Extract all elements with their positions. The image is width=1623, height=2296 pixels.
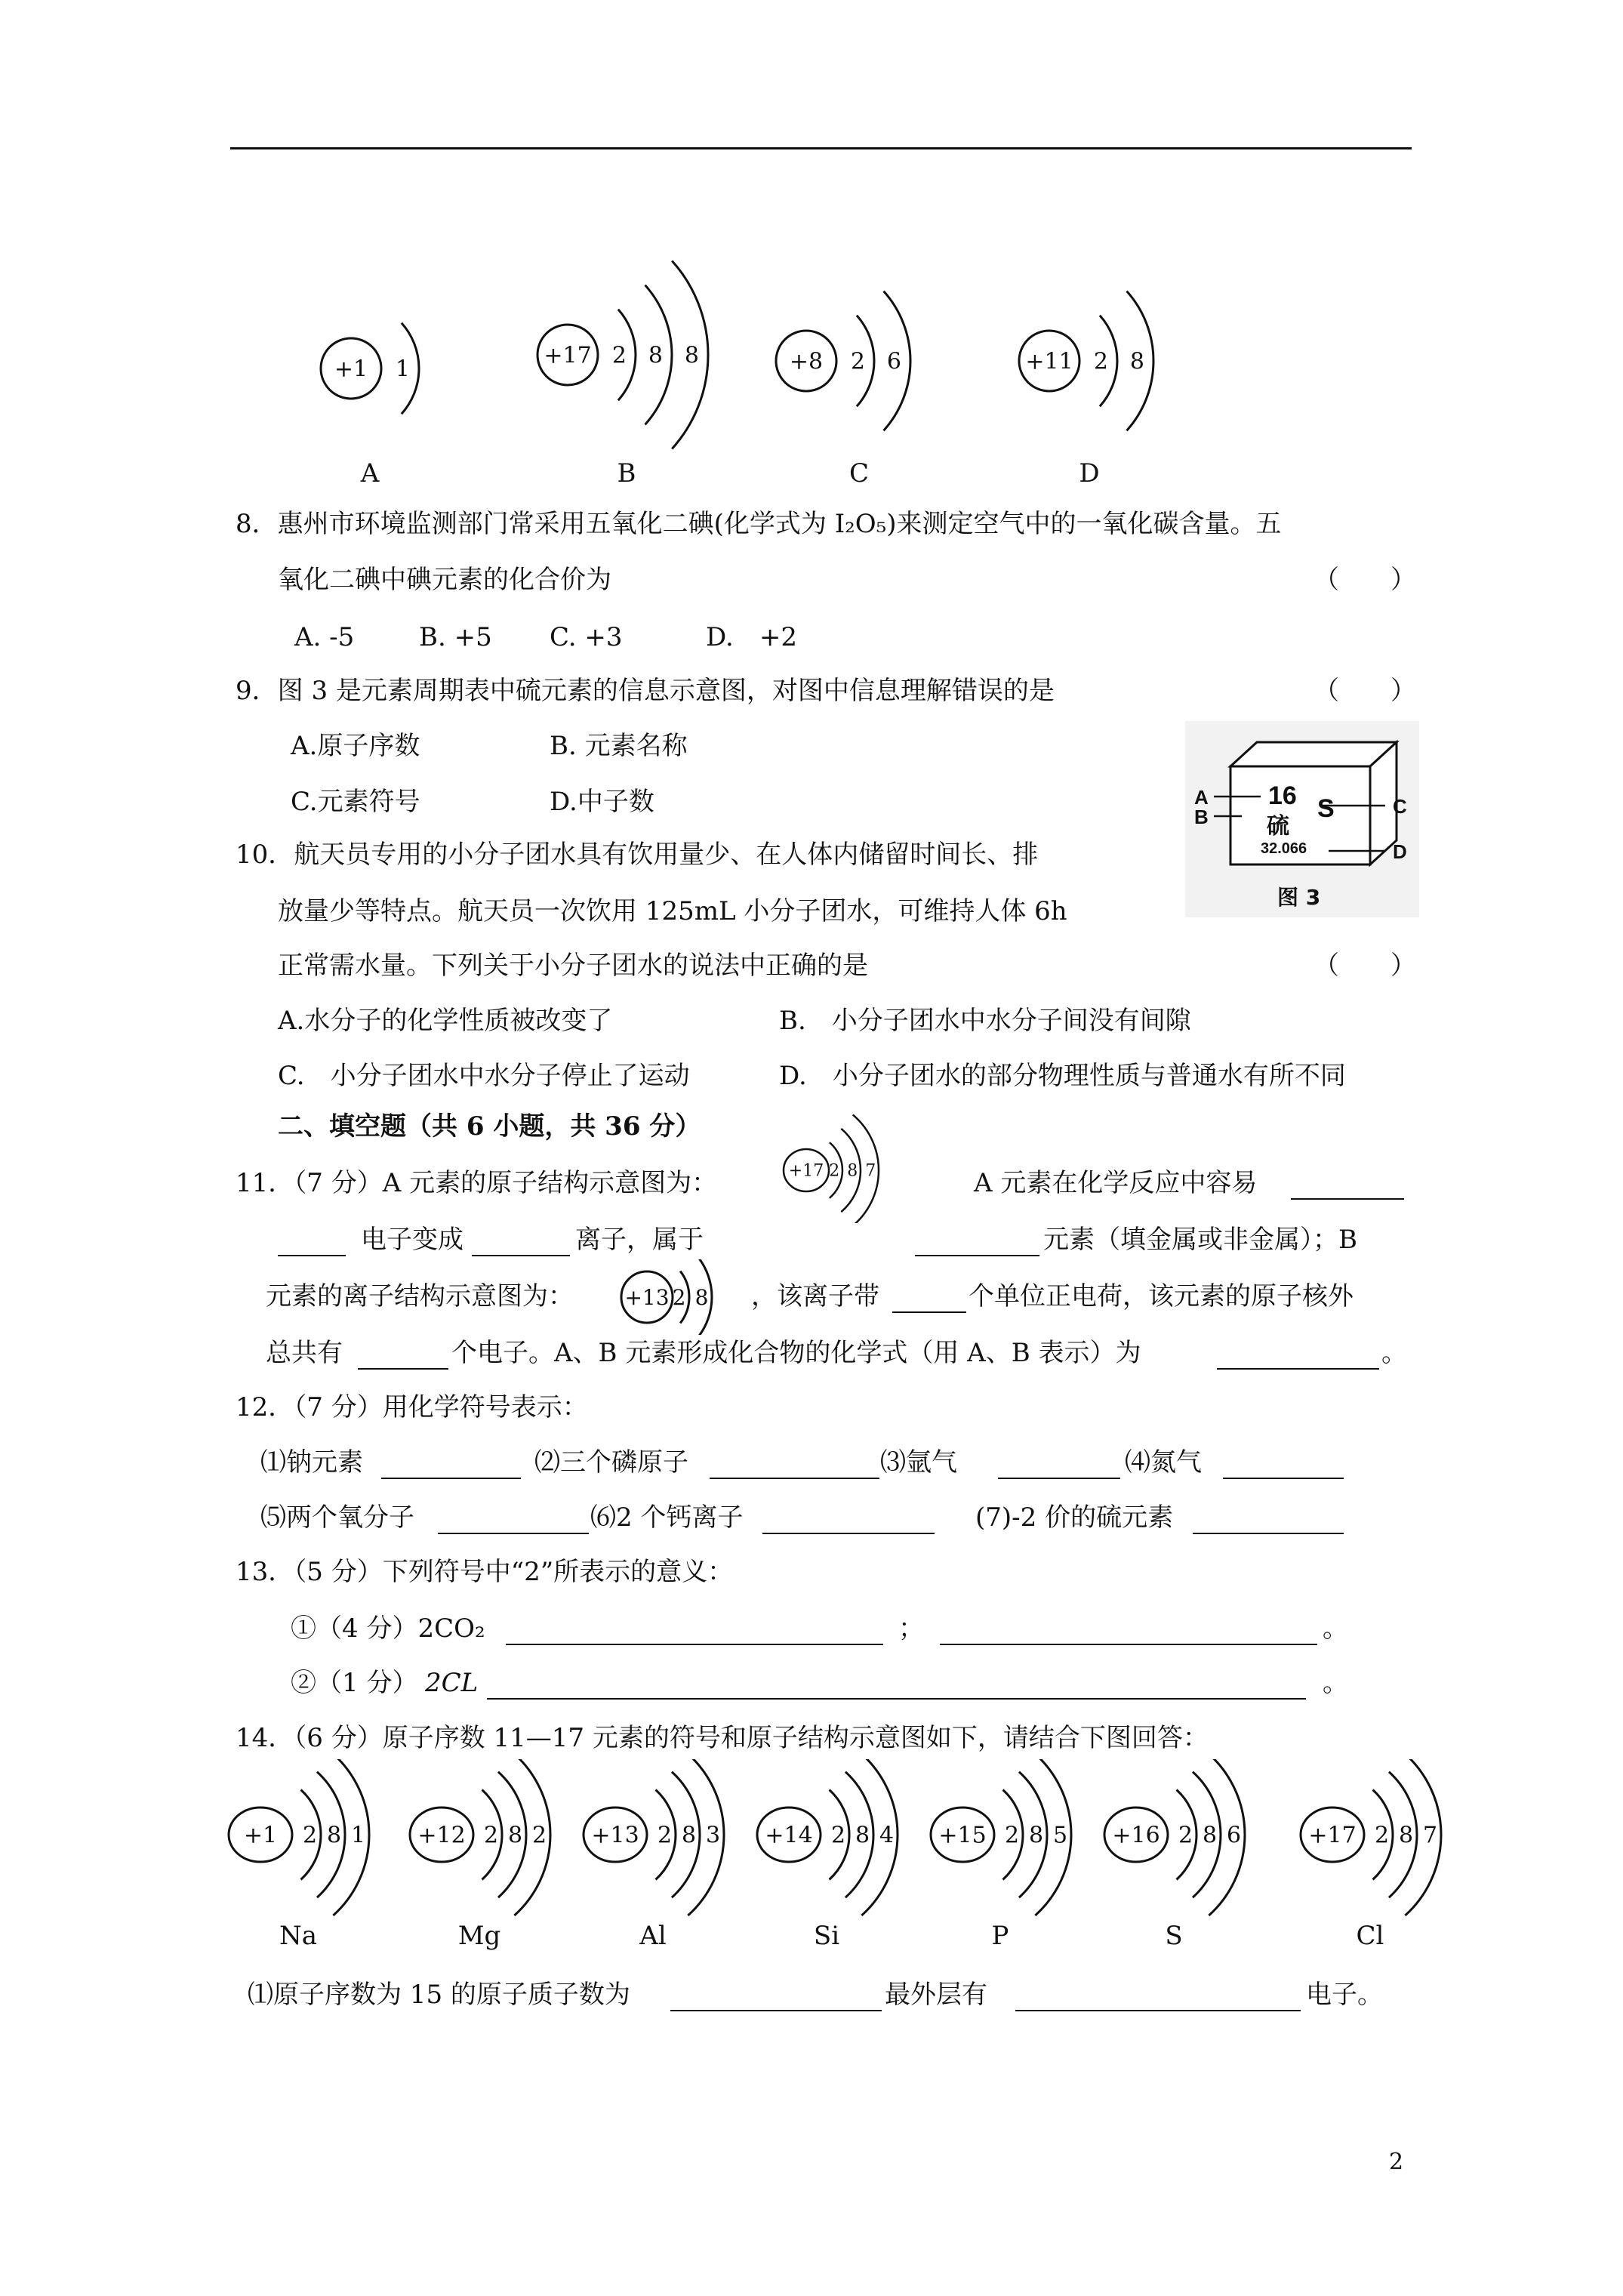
nucleus-charge: +13 [591, 1822, 639, 1849]
element-symbol: Si [813, 1921, 840, 1951]
electron-count: 2 [611, 342, 627, 369]
nucleus-charge: +8 [789, 348, 824, 375]
q11-blank-6[interactable] [1217, 1344, 1379, 1370]
element-symbol: S [1165, 1921, 1183, 1951]
electron-count: 4 [879, 1822, 895, 1849]
nucleus-charge: +12 [417, 1822, 466, 1849]
q11-text-8: 个单位正电荷，该元素的原子核外 [969, 1281, 1354, 1311]
nucleus-charge: +14 [765, 1822, 813, 1849]
electron-count: 2 [1178, 1822, 1193, 1849]
q9-stem: 9．图 3 是元素周期表中硫元素的信息示意图，对图中信息理解错误的是 [236, 676, 1055, 706]
q9-option-b: B. 元素名称 [550, 731, 688, 761]
q8-option-a: A. -5 [294, 622, 355, 652]
electron-count: 2 [829, 1161, 840, 1181]
q8-option-c: C. +3 [550, 622, 623, 652]
fig3-atomic-number: 16 [1268, 781, 1297, 810]
q12-blank-2[interactable] [710, 1453, 879, 1479]
electron-count: 8 [855, 1822, 870, 1849]
q11-atom-diagram-a [778, 1102, 929, 1223]
q11-ion-diagram-b [615, 1259, 736, 1335]
electron-count: 8 [508, 1822, 523, 1849]
diagram-letter: C [848, 458, 870, 488]
q10-option-d: D. 小分子团水的部分物理性质与普通水有所不同 [779, 1061, 1346, 1091]
electron-count: 7 [865, 1161, 876, 1181]
q14-atom-Al [584, 1759, 724, 1915]
q11-blank-1a[interactable] [1291, 1174, 1404, 1200]
q10-option-b: B. 小分子团水中水分子间没有间隙 [779, 1006, 1191, 1036]
q7-atom-C [776, 291, 910, 488]
electron-count: 8 [684, 342, 699, 369]
electron-count: 8 [694, 1284, 709, 1310]
nucleus-charge: +1 [243, 1822, 278, 1849]
element-symbol: Na [279, 1921, 318, 1951]
q12-blank-4[interactable] [1223, 1453, 1344, 1479]
q11-blank-2[interactable] [472, 1231, 570, 1256]
fig3-label-b: B [1194, 806, 1209, 828]
q14-sub1-b: 最外层有 [885, 1980, 987, 2010]
q14-atom-P [931, 1759, 1071, 1915]
electron-count: 2 [1375, 1822, 1390, 1849]
q13-blank-1a[interactable] [506, 1620, 883, 1645]
electron-count: 2 [1005, 1822, 1020, 1849]
electron-count: 8 [1129, 348, 1144, 375]
q13-end-2: 。 [1323, 1668, 1348, 1698]
nucleus-charge: +17 [544, 342, 592, 369]
q7-atom-diagrams [0, 0, 1623, 529]
q11-text-1: 11．（7 分）A 元素的原子结构示意图为： [236, 1168, 718, 1198]
q11-text-4: 离子，属于 [575, 1225, 704, 1255]
q10-option-c: C. 小分子团水中水分子停止了运动 [278, 1061, 690, 1091]
fig3-label-d: D [1393, 840, 1407, 863]
q13-end-1: 。 [1323, 1613, 1348, 1644]
electron-count: 2 [1093, 348, 1108, 375]
electron-count: 3 [706, 1822, 721, 1849]
electron-count: 2 [532, 1822, 547, 1849]
q13-blank-1b[interactable] [940, 1620, 1317, 1645]
q11-text-10: 个电子。A、B 元素形成化合物的化学式（用 A、B 表示）为 [451, 1338, 1141, 1368]
q8-line1: 8．惠州市环境监测部门常采用五氧化二碘(化学式为 I₂O₅)来测定空气中的一氧化碳含量。五 [236, 509, 1282, 539]
fig3-atomic-mass: 32.066 [1261, 840, 1307, 857]
q11-text-11: 。 [1381, 1338, 1407, 1368]
electron-count: 2 [303, 1822, 318, 1849]
nucleus-charge: +13 [624, 1284, 670, 1310]
nucleus-charge: +11 [1025, 348, 1073, 375]
q11-blank-1b[interactable] [278, 1231, 346, 1256]
fig3-element-name: 硫 [1267, 813, 1289, 840]
diagram-letter: A [360, 458, 380, 488]
nucleus-charge: +17 [788, 1161, 824, 1181]
q9-option-a: A.原子序数 [291, 731, 420, 761]
q14-atom-Si [757, 1759, 898, 1915]
element-symbol: P [991, 1921, 1009, 1951]
q14-atom-diagrams [0, 1759, 1623, 1986]
electron-count: 8 [847, 1161, 858, 1181]
q11-blank-5[interactable] [358, 1344, 448, 1370]
q11-text-6: 元素的离子结构示意图为： [266, 1281, 574, 1311]
electron-count: 6 [886, 348, 901, 375]
diagram-letter: D [1079, 458, 1100, 488]
electron-count: 8 [1029, 1822, 1044, 1849]
q11-text-9: 总共有 [266, 1338, 343, 1368]
q12-item-6: ⑹2 个钙离子 [590, 1502, 744, 1533]
element-symbol: Al [639, 1921, 667, 1951]
q10-option-a: A.水分子的化学性质被改变了 [278, 1006, 613, 1036]
q13-blank-2[interactable] [487, 1674, 1306, 1700]
q11-blank-3[interactable] [915, 1231, 1039, 1256]
q14-sub1-c: 电子。 [1306, 1980, 1383, 2010]
q14-atom-Mg [410, 1759, 550, 1915]
element-symbol: Mg [457, 1921, 501, 1951]
q13-item2-formula: 2CL [425, 1668, 479, 1698]
fig3-label-c: C [1393, 795, 1407, 818]
electron-count: 2 [831, 1822, 846, 1849]
nucleus-charge: +16 [1112, 1822, 1160, 1849]
electron-count: 8 [648, 342, 663, 369]
fig3-label-a: A [1194, 786, 1209, 809]
electron-count: 8 [682, 1822, 697, 1849]
electron-count: 6 [1227, 1822, 1242, 1849]
q7-atom-D [1019, 291, 1153, 488]
electron-count: 1 [395, 356, 410, 383]
electron-count: 2 [672, 1284, 686, 1310]
page-number: 2 [1389, 2149, 1404, 2175]
q10-line1: 10．航天员专用的小分子团水具有饮用量少、在人体内储留时间长、排 [236, 840, 1039, 870]
q13-separator: ； [898, 1613, 924, 1644]
fig3-element-symbol: S [1317, 794, 1335, 823]
q9-option-d: D.中子数 [550, 787, 654, 817]
electron-count: 7 [1423, 1822, 1438, 1849]
electron-count: 2 [850, 348, 865, 375]
nucleus-charge: +15 [938, 1822, 987, 1849]
q11-text-5: 元素（填金属或非金属）；B [1043, 1225, 1357, 1255]
q14-sub1-a: ⑴原子序数为 15 的原子质子数为 [248, 1980, 630, 2010]
q12-item-7: (7)-2 价的硫元素 [975, 1502, 1174, 1533]
q11-text-3: 电子变成 [361, 1225, 463, 1255]
electron-count: 8 [327, 1822, 342, 1849]
q14-stem: 14．（6 分）原子序数 11—17 元素的符号和原子结构示意图如下，请结合下图回答： [236, 1723, 1209, 1753]
q12-blank-1[interactable] [381, 1453, 521, 1479]
q12-blank-5[interactable] [438, 1509, 589, 1534]
electron-count: 1 [351, 1822, 366, 1849]
q14-atom-S [1104, 1759, 1245, 1915]
q12-blank-7[interactable] [1193, 1509, 1344, 1534]
q7-atom-B [537, 261, 708, 488]
section-2-title: 二、填空题（共 6 小题，共 36 分） [278, 1111, 701, 1142]
q11-blank-4[interactable] [892, 1287, 966, 1313]
diagram-letter: B [617, 458, 636, 488]
q12-blank-3[interactable] [998, 1453, 1120, 1479]
q9-option-c: C.元素符号 [291, 787, 420, 817]
q9-bracket: （ ） [1313, 676, 1416, 706]
q10-line2: 放量少等特点。航天员一次饮用 125mL 小分子团水，可维持人体 6h [278, 896, 1067, 926]
electron-count: 8 [1399, 1822, 1414, 1849]
q12-stem: 12．（7 分）用化学符号表示： [236, 1392, 588, 1422]
q14-atom-Na [229, 1759, 369, 1915]
q12-item-3: ⑶氩气 [880, 1447, 957, 1478]
q12-blank-6[interactable] [762, 1509, 935, 1534]
q14-blank-1[interactable] [670, 1986, 882, 2011]
electron-count: 5 [1053, 1822, 1068, 1849]
q8-line2: 氧化二碘中碘元素的化合价为 [278, 565, 611, 595]
q11-text-2: A 元素在化学反应中容易 [974, 1168, 1258, 1198]
electron-count: 2 [658, 1822, 673, 1849]
q11-atom-a [784, 1114, 879, 1223]
q8-option-b: B. +5 [419, 622, 492, 652]
q7-atom-A [321, 323, 419, 488]
nucleus-charge: +1 [334, 356, 368, 383]
q14-blank-2[interactable] [1015, 1986, 1301, 2011]
figure-3-element-box [1185, 721, 1419, 917]
q13-stem: 13．（5 分）下列符号中“2”所表示的意义： [236, 1557, 734, 1587]
element-symbol: Cl [1356, 1921, 1384, 1951]
electron-count: 8 [1203, 1822, 1218, 1849]
q12-item-4: ⑷氮气 [1125, 1447, 1202, 1478]
q12-item-1: ⑴钠元素 [260, 1447, 363, 1478]
q14-atom-Cl [1301, 1759, 1441, 1915]
q10-bracket: （ ） [1313, 951, 1416, 981]
q12-item-5: ⑸两个氧分子 [260, 1502, 414, 1533]
q11-ion-b [621, 1259, 712, 1335]
q13-item2-label: ②（1 分） [291, 1668, 418, 1698]
q11-text-7: ，该离子带 [751, 1281, 879, 1311]
nucleus-charge: +17 [1308, 1822, 1357, 1849]
q10-line3: 正常需水量。下列关于小分子团水的说法中正确的是 [278, 951, 868, 981]
q8-bracket: （ ） [1313, 565, 1416, 595]
fig3-caption: 图 3 [1277, 885, 1321, 910]
electron-count: 2 [484, 1822, 499, 1849]
q12-item-2: ⑵三个磷原子 [534, 1447, 688, 1478]
q8-option-d: D. +2 [706, 622, 797, 652]
q13-item1-label: ①（4 分）2CO₂ [291, 1613, 485, 1644]
